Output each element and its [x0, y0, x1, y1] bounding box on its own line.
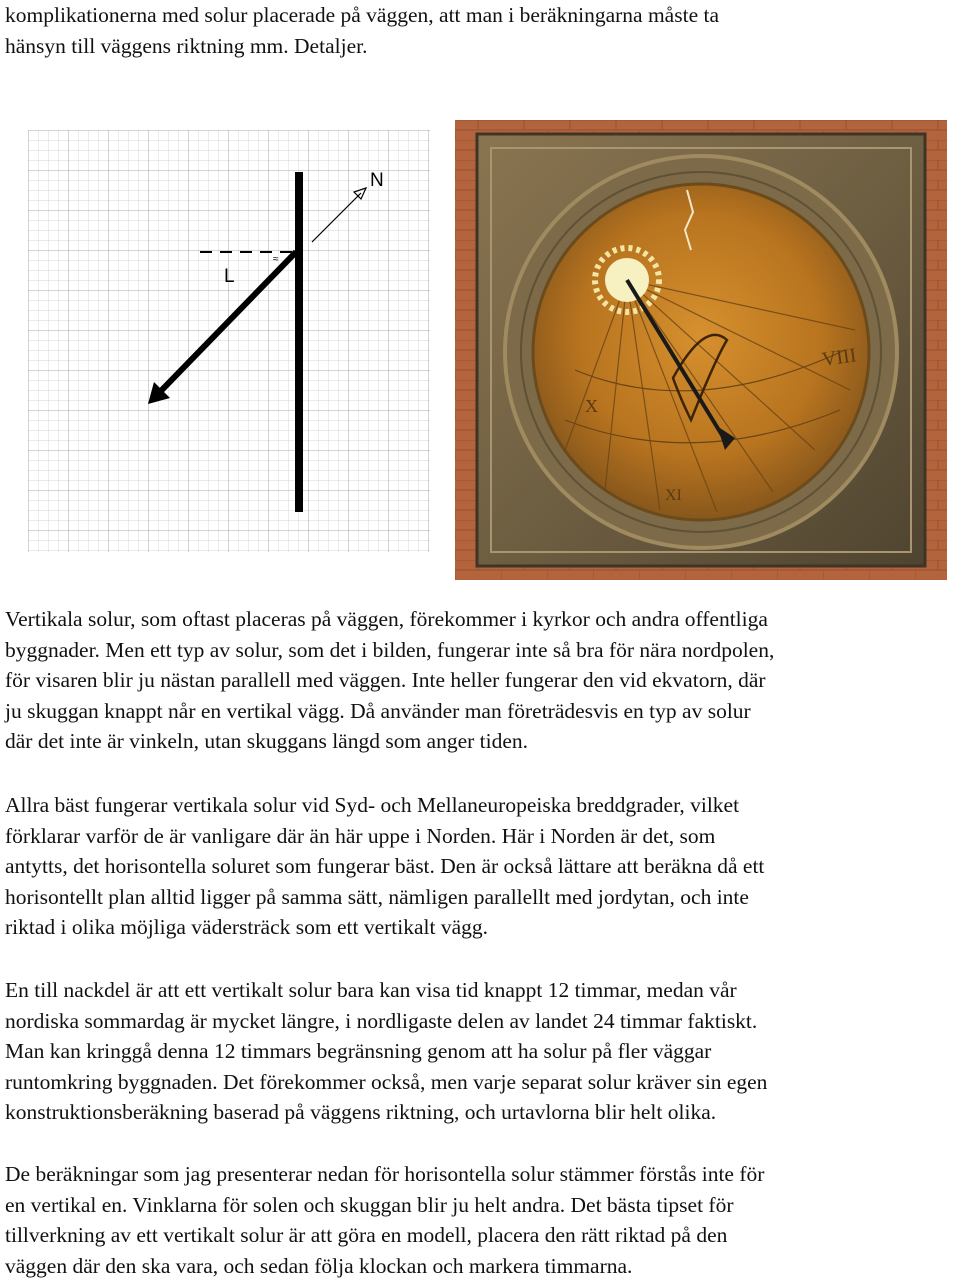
paragraph-1 [5, 604, 957, 757]
text-line: ju skuggan knappt når en vertikal vägg. Då använder man företrädesvis en typ av solur [5, 698, 751, 723]
text-line: hänsyn till väggens riktning mm. Detaljer. [5, 33, 368, 58]
graph-paper-grid [28, 130, 430, 552]
text-line: De beräkningar som jag presenterar nedan för horisontella solur stämmer förstås inte för [5, 1162, 765, 1186]
text-line: Man kan kringgå denna 12 timmars begränsning genom att ha solur på fler väggar [5, 1039, 712, 1063]
paragraph-3 [5, 975, 957, 1128]
numeral-viii: VIII [820, 344, 858, 371]
numeral-x: X [585, 396, 598, 416]
text-line: en vertikal en. Vinklarna för solen och skuggan blir ju helt andra. Det bästa tipset för [5, 1192, 734, 1217]
text-line: för visaren blir ju nästan parallell med väggen. Inte heller fungerar den vid ekvatorn, där [5, 668, 766, 692]
text-line: där det inte är vinkeln, utan skuggans längd som anger tiden. [5, 729, 529, 753]
text-line: riktad i olika möjliga vädersträck som ett vertikalt vägg. [5, 915, 489, 939]
north-label: N [370, 170, 384, 191]
latitude-label: L [224, 266, 235, 287]
text-line: antytts, det horisontella soluret som fungerar bäst. Den är också lättare att beräkna då ett [5, 854, 765, 878]
paragraph-4 [5, 1159, 957, 1281]
text-line: runtomkring byggnaden. Det förekommer också, men varje separat solur kräver sin egen [5, 1069, 768, 1094]
text-line: Allra bäst fungerar vertikala solur vid Syd- och Mellaneuropeiska breddgrader, vilket [5, 793, 740, 817]
paragraph-2 [5, 790, 957, 943]
text-line: tillverkning av ett vertikalt solur är att göra en modell, placera den rätt riktad på den [5, 1223, 728, 1247]
numeral-xi: XI [665, 487, 682, 504]
text-line: väggen där den ska vara, och sedan följa klockan och markera timmarna. [5, 1253, 633, 1278]
vertical-sundial-photo [455, 120, 947, 580]
angle-mark: ≈ [273, 254, 279, 265]
text-line: En till nackdel är att ett vertikalt solur bara kan visa tid knappt 12 timmar, medan vår [5, 978, 737, 1002]
text-line: nordiska sommardag är mycket längre, i nordligaste delen av landet 24 timmar faktiskt. [5, 1008, 758, 1033]
vertical-gnomon-diagram [28, 130, 430, 552]
intro-paragraph [5, 0, 957, 61]
wall-line [295, 172, 303, 512]
text-line: horisontellt plan alltid ligger på samma sätt, nämligen parallellt med jordytan, och inte [5, 884, 749, 909]
text-line: förklarar varför de är vanligare där än här uppe i Norden. Här i Norden är det, som [5, 823, 716, 848]
text-line: konstruktionsberäkning baserad på väggens riktning, och urtavlorna blir helt olika. [5, 1100, 717, 1124]
text-line: Vertikala solur, som oftast placeras på väggen, förekommer i kyrkor och andra offentliga [5, 607, 768, 631]
text-line: byggnader. Men ett typ av solur, som det i bilden, fungerar inte så bra för nära nordpolen, [5, 637, 775, 662]
text-line: komplikationerna med solur placerade på väggen, att man i beräkningarna måste ta [5, 3, 720, 27]
